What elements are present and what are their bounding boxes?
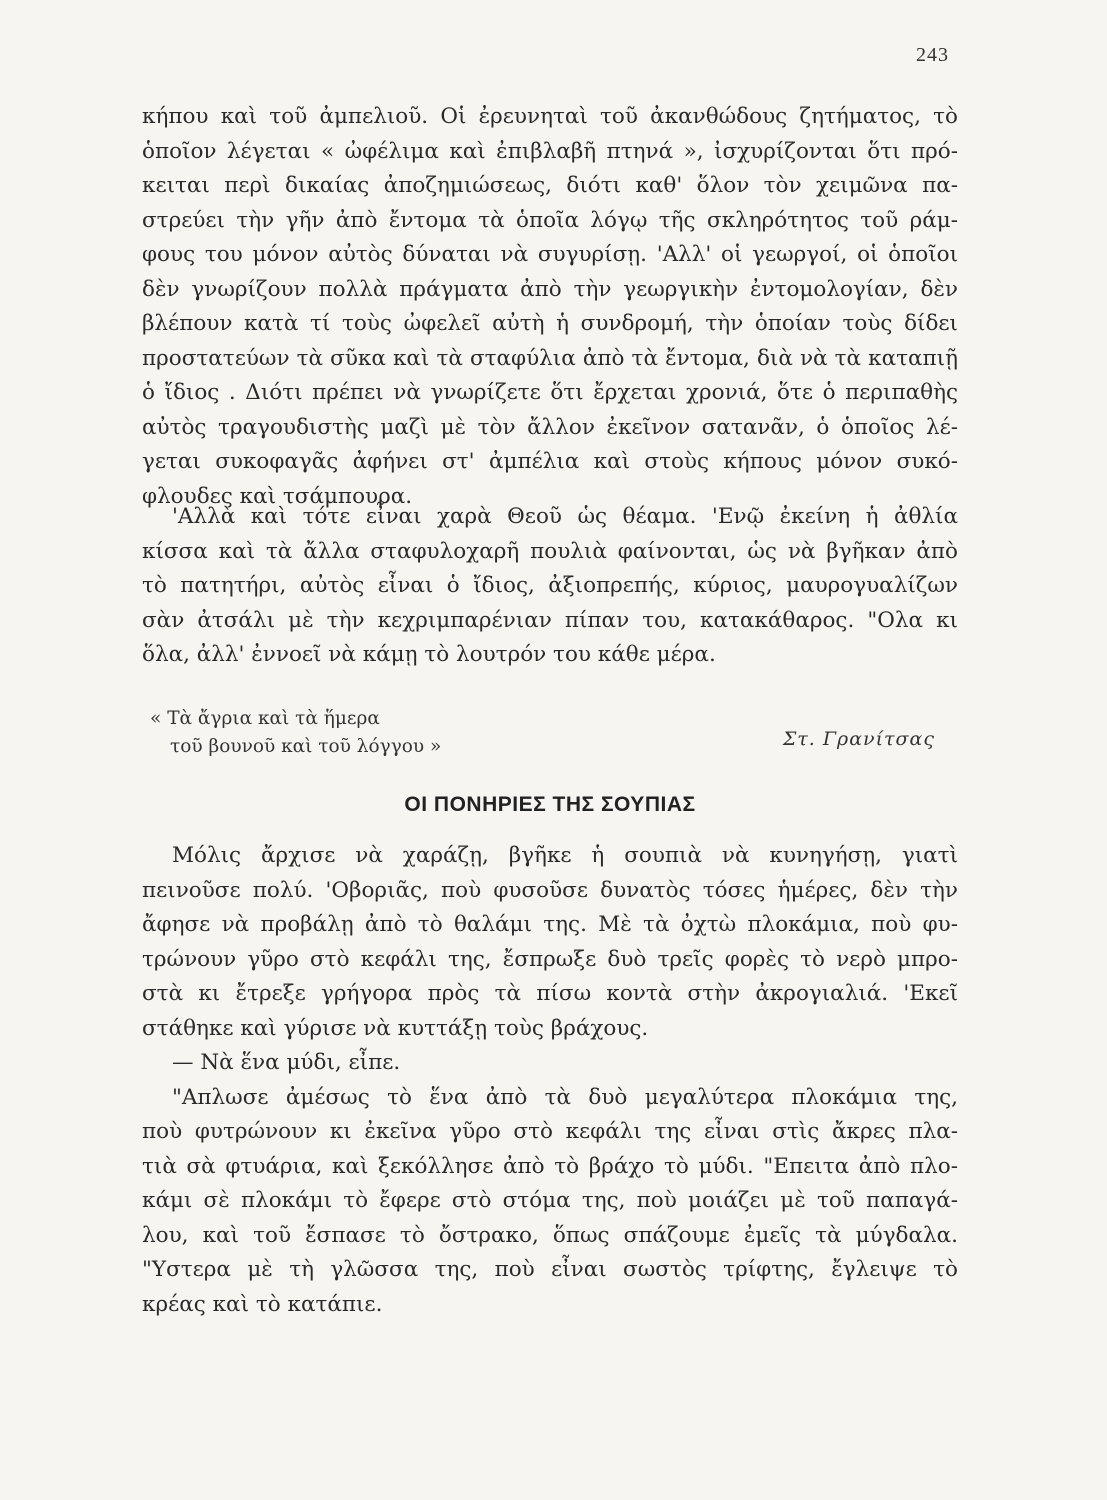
text-line: λου, καὶ τοῦ ἔσπασε τὸ ὄστρακο, ὅπως σπάζουμε ἐμεῖς τὰ μύγδαλα. (142, 1222, 958, 1248)
text-line: στάθηκε καὶ γύρισε νὰ κυττάξῃ τοὺς βράχους. (142, 1015, 649, 1041)
text-line: ὁποῖον λέγεται « ὠφέλιμα καὶ ἐπιβλαβῆ πτηνά », ἰσχυρίζονται ὅτι πρό- (142, 138, 958, 164)
text-line: τὸ πατητήρι, αὐτὸς εἶναι ὁ ἴδιος, ἀξιοπρεπής, κύριος, μαυρογυαλίζων (142, 573, 958, 598)
text-line: κάμι σὲ πλοκάμι τὸ ἔφερε στὸ στόμα της, ποὺ μοιάζει μὲ τοῦ παπαγά- (142, 1188, 958, 1213)
paragraph-2 (142, 500, 958, 673)
story-body (142, 839, 958, 1322)
text-line: σὰν ἀτσάλι μὲ τὴν κεχριμπαρένιαν πίπαν του, κατακάθαρος. "Ολα κι (142, 607, 958, 633)
text-line: φους του μόνον αὐτὸς δύναται νὰ συγυρίσῃ. 'Αλλ' οἱ γεωργοί, οἱ ὁποῖοι (142, 242, 958, 267)
text-line: στρεύει τὴν γῆν ἀπὸ ἔντομα τὰ ὁποῖα λόγῳ τῆς σκληρότητος τοῦ ράμ- (142, 207, 958, 233)
text-line: κειται περὶ δικαίας ἀποζημιώσεως, διότι καθ' ὅλον τὸν χειμῶνα πα- (142, 173, 958, 198)
text-line: γεται συκοφαγᾶς ἀφήνει στ' ἀμπέλια καὶ στοὺς κήπους μόνον συκό- (142, 449, 958, 474)
text-line: ποὺ φυτρώνουν κι ἐκεῖνα γῦρο στὸ κεφάλι της εἶναι στὶς ἄκρες πλα- (142, 1119, 958, 1144)
text-line: κρέας καὶ τὸ κατάπιε. (142, 1291, 383, 1317)
text-line: προστατεύων τὰ σῦκα καὶ τὰ σταφύλια ἀπὸ τὰ ἔντομα, διὰ νὰ τὰ καταπιῇ (142, 345, 958, 371)
author-attribution: Στ. Γρανίτσας (782, 728, 935, 750)
text-line: 'Αλλὰ καὶ τότε εἶναι χαρὰ Θεοῦ ὡς θέαμα. 'Ενῷ ἐκείνη ἡ ἀθλία (172, 504, 958, 529)
story-title: ΟΙ ΠΟΝΗΡΙΕΣ ΤΗΣ ΣΟΥΠΙΑΣ (404, 793, 696, 816)
text-line: φλουδες καὶ τσάμπουρα. (142, 483, 413, 509)
text-line: ὅλα, ἀλλ' ἐννοεῖ νὰ κάμῃ τὸ λουτρόν του κάθε μέρα. (142, 642, 716, 667)
page-number: 243 (916, 44, 949, 66)
text-line: βλέπουν κατὰ τί τοὺς ὠφελεῖ αὐτὴ ἡ συνδρομή, τὴν ὁποίαν τοὺς δίδει (142, 311, 958, 336)
text-line: ἄφησε νὰ προβάλῃ ἀπὸ τὸ θαλάμι της. Μὲ τὰ ὀχτὼ πλοκάμια, ποὺ φυ- (142, 912, 958, 937)
text-line: τιὰ σὰ φτυάρια, καὶ ξεκόλλησε ἀπὸ τὸ βράχο τὸ μύδι. "Επειτα ἀπὸ πλο- (142, 1153, 958, 1179)
text-line: στὰ κι ἔτρεξε γρήγορα πρὸς τὰ πίσω κοντὰ στὴν ἀκρογιαλιά. 'Εκεῖ (142, 981, 958, 1006)
text-line: δὲν γνωρίζουν πολλὰ πράγματα ἀπὸ τὴν γεωργικὴν ἐντομολογίαν, δὲν (142, 276, 958, 302)
text-line: αὐτὸς τραγουδιστὴς μαζὶ μὲ τὸν ἄλλον ἐκεῖνον σατανᾶν, ὁ ὁποῖος λέ- (142, 414, 958, 440)
text-line: ὁ ἴδιος . Διότι πρέπει νὰ γνωρίζετε ὅτι ἔρχεται χρονιά, ὅτε ὁ περιπαθὴς (142, 380, 958, 405)
paragraph-1 (142, 100, 958, 514)
text-line: "Απλωσε ἀμέσως τὸ ἕνα ἀπὸ τὰ δυὸ μεγαλύτερα πλοκάμια της, (172, 1084, 958, 1110)
text-line: τρώνουν γῦρο στὸ κεφάλι της, ἔσπρωξε δυὸ τρεῖς φορὲς τὸ νερὸ μπρο- (142, 946, 958, 972)
text-line: πεινοῦσε πολύ. 'Οβοριᾶς, ποὺ φυσοῦσε δυνατὸς τόσες ἡμέρες, δὲν τὴν (142, 877, 958, 903)
dialogue-line: — Νὰ ἕνα μύδι, εἶπε. (172, 1050, 401, 1075)
text-line: Μόλις ἄρχισε νὰ χαράζῃ, βγῆκε ἡ σουπιὰ νὰ κυνηγήσῃ, γιατὶ (172, 843, 958, 868)
text-line: κήπου καὶ τοῦ ἀμπελιοῦ. Οἱ ἐρευνηταὶ τοῦ ἀκανθώδους ζητήματος, τὸ (142, 104, 958, 129)
quote-line: « Τὰ ἄγρια καὶ τὰ ἥμερα (150, 708, 380, 729)
text-line: "Υστερα μὲ τὴ γλῶσσα της, ποὺ εἶναι σωστὸς τρίφτης, ἔγλειψε τὸ (142, 1257, 958, 1282)
quote-line: τοῦ βουνοῦ καὶ τοῦ λόγγου » (170, 736, 442, 757)
text-line: κίσσα καὶ τὰ ἄλλα σταφυλοχαρῆ πουλιὰ φαίνονται, ὡς νὰ βγῆκαν ἀπὸ (142, 538, 958, 564)
